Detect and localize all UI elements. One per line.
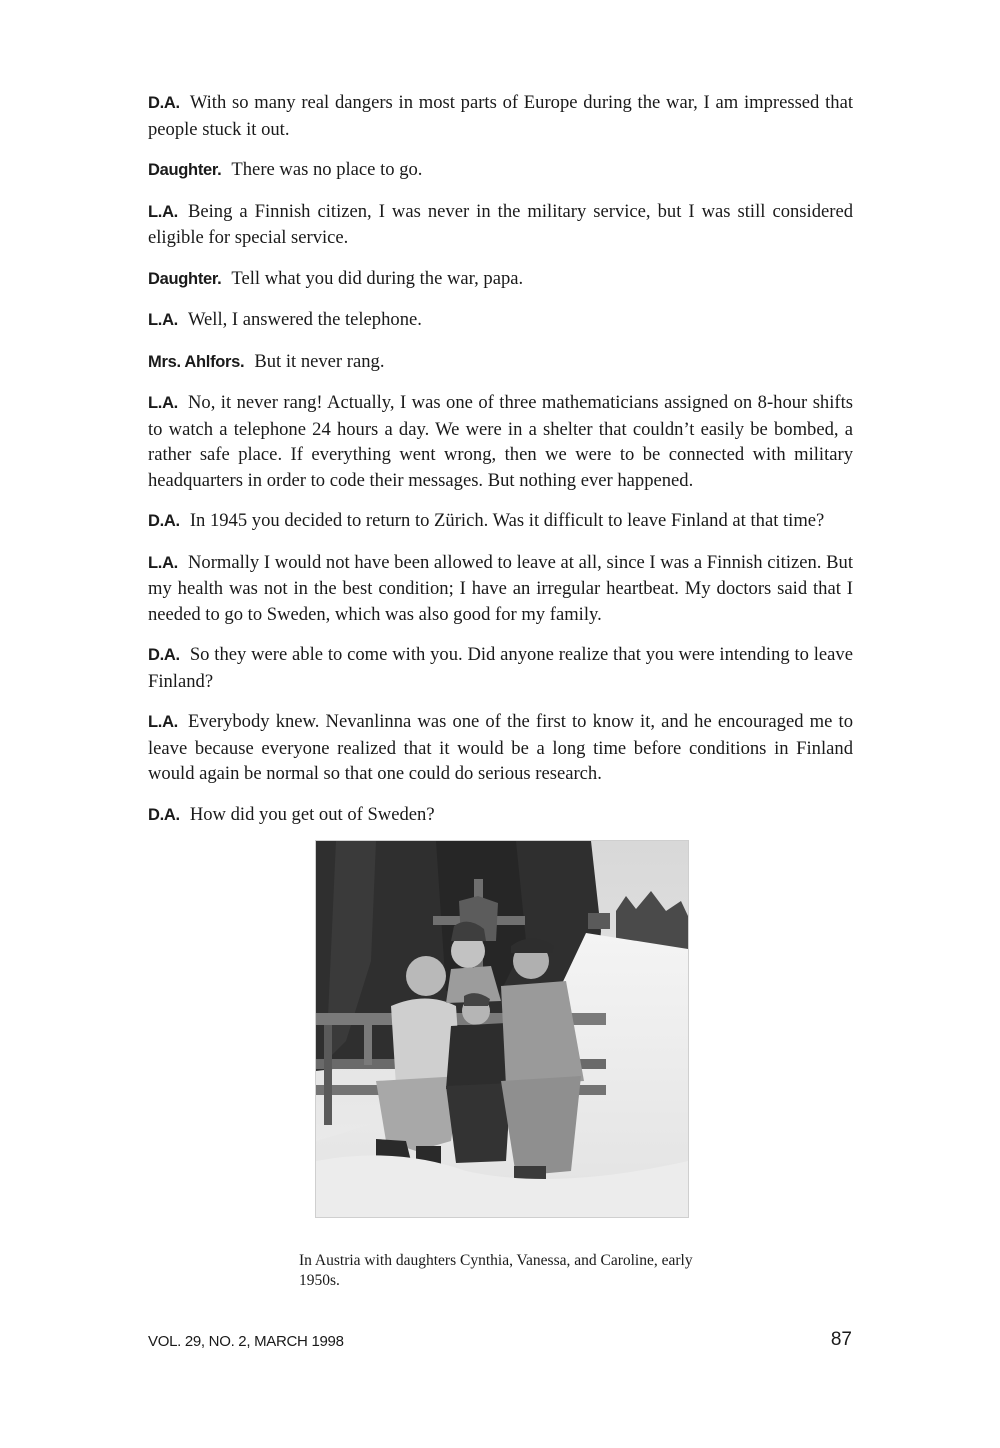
dialogue-paragraph — [148, 266, 853, 293]
photo-illustration — [316, 841, 688, 1217]
speaker-label: L.A. — [148, 713, 178, 731]
interview-text — [148, 90, 853, 843]
speaker-label: Daughter. — [148, 269, 222, 288]
dialogue-paragraph — [148, 642, 853, 694]
dialogue-paragraph — [148, 349, 853, 376]
dialogue-paragraph — [148, 709, 853, 787]
dialogue-paragraph — [148, 307, 853, 334]
dialogue-text: With so many real dangers in most parts of Europe during the war, I am impressed that people stuck it out. — [148, 92, 853, 140]
dialogue-text: Tell what you did during the war, papa. — [231, 267, 524, 289]
speaker-label: D.A. — [148, 94, 180, 112]
dialogue-paragraph — [148, 508, 853, 535]
journal-citation: VOL. 29, NO. 2, MARCH 1998 — [148, 1333, 344, 1350]
dialogue-paragraph — [148, 157, 853, 184]
dialogue-text: In 1945 you decided to return to Zürich. Was it difficult to leave Finland at that time? — [189, 510, 825, 531]
speaker-label: D.A. — [148, 646, 180, 664]
speaker-label: L.A. — [148, 394, 178, 412]
page-number: 87 — [830, 1329, 852, 1350]
family-photo — [315, 840, 689, 1218]
figure-caption: In Austria with daughters Cynthia, Vanessa, and Caroline, early 1950s. — [299, 1252, 693, 1289]
speaker-label: D.A. — [148, 805, 180, 824]
dialogue-text: So they were able to come with you. Did anyone realize that you were intending to leave Finland? — [148, 644, 853, 692]
speaker-label: D.A. — [148, 512, 180, 530]
dialogue-paragraph — [148, 802, 853, 829]
dialogue-paragraph — [148, 390, 853, 493]
speaker-label: Daughter. — [148, 161, 222, 179]
speaker-label: L.A. — [148, 311, 178, 329]
dialogue-paragraph — [148, 90, 853, 142]
dialogue-text: Everybody knew. Nevanlinna was one of the first to know it, and he encouraged me to leave because everyone realized that it would be a long time before conditions in Finland would again be normal so that one could do serious research. — [148, 711, 853, 784]
dialogue-paragraph — [148, 550, 853, 628]
speaker-label: L.A. — [148, 553, 178, 572]
dialogue-text: Well, I answered the telephone. — [187, 309, 422, 330]
dialogue-paragraph — [148, 199, 853, 251]
person-daughter — [406, 956, 446, 996]
speaker-label: Mrs. Ahlfors. — [148, 352, 245, 371]
dialogue-text: There was no place to go. — [231, 159, 423, 180]
dialogue-text: No, it never rang! Actually, I was one of three mathematicians assigned on 8-hour shifts to watch a telephone 24 hours a day. We were in a shelter that couldn’t easily be bombed, a rather safe place. If everything went wrong, then we were to be connected with military headquarters in order to code their messages. But nothing ever happened. — [148, 392, 853, 491]
speaker-label: L.A. — [148, 202, 178, 221]
dialogue-text: How did you get out of Sweden? — [189, 803, 435, 825]
dialogue-text: Being a Finnish citizen, I was never in the military service, but I was still considered eligible for special service. — [148, 200, 853, 248]
dialogue-text: But it never rang. — [254, 350, 385, 372]
dialogue-text: Normally I would not have been allowed to leave at all, since I was a Finnish citizen. But my health was not in the best condition; I have an irregular heartbeat. My doctors said that I needed to go to Sweden, which was also good for my family. — [148, 551, 853, 625]
